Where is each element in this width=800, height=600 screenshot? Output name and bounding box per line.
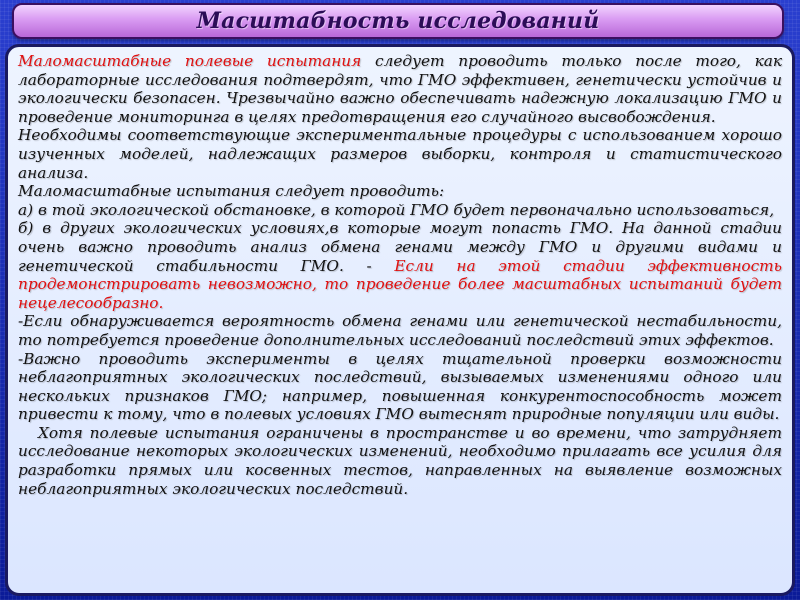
paragraph-text: Маломасштабные испытания следует проводить: <box>18 182 445 201</box>
paragraph <box>18 126 782 182</box>
content-box <box>5 44 795 596</box>
paragraph-text: -Если обнаруживается вероятность обмена генами или генетической нестабильности, то потребуется проведение дополнительных исследований последствий этих эффектов. <box>18 312 782 349</box>
paragraph <box>18 182 782 201</box>
paragraph-text: -Важно проводить эксперименты в целях тщательной проверки возможности неблагоприятных экологических последствий, вызываемых изменениями одного или нескольких признаков ГМО; например, повышенная конкурентоспособность может привести к тому, что в полевых условиях ГМО вытеснят природные популяции или виды. <box>18 349 782 424</box>
paragraph <box>18 350 782 424</box>
highlighted-text: Маломасштабные полевые испытания <box>18 52 362 70</box>
slide-title: Масштабность исследований <box>196 8 600 34</box>
paragraph-text: следует проводить только после того, как лабораторные исследования подтвердят, что ГМО эффективен, генетически устойчив и экологически безопасен. Чрезвычайно важно обеспечивать надежную локализацию ГМО и проведение мониторинга в целях предотвращения его случайного высвобождения. <box>18 52 782 126</box>
paragraph <box>18 52 782 126</box>
paragraph-text: Хотя полевые испытания ограничены в пространстве и во времени, что затрудняет исследование некоторых экологических изменений, необходимо прилагать все усилия для разработки прямых или косвенных тестов, направленных на выявление возможных неблагоприятных экологических последствий. <box>18 423 782 498</box>
paragraph-text: Необходимы соответствующие экспериментальные процедуры с использованием хорошо изученных моделей, надлежащих размеров выборки, контроля и статистического анализа. <box>18 126 782 182</box>
highlighted-text: Если на этой стадии эффективность продемонстрировать невозможно, то проведение более масштабных испытаний будет нецелесообразно. <box>18 256 783 312</box>
paragraph <box>18 424 782 498</box>
paragraph-text: а) в той экологической обстановке, в которой ГМО будет первоначально использоваться, <box>18 200 775 219</box>
paragraph <box>18 201 782 220</box>
body-text <box>18 52 782 498</box>
title-bar <box>12 3 784 39</box>
paragraph <box>18 219 782 312</box>
paragraph <box>18 312 782 349</box>
paragraph-text: б) в других экологических условиях,в которые могут попасть ГМО. На данной стадии очень важно проводить анализ обмена генами между ГМО и другими видами и генетической стабильности ГМО. - <box>18 219 782 275</box>
